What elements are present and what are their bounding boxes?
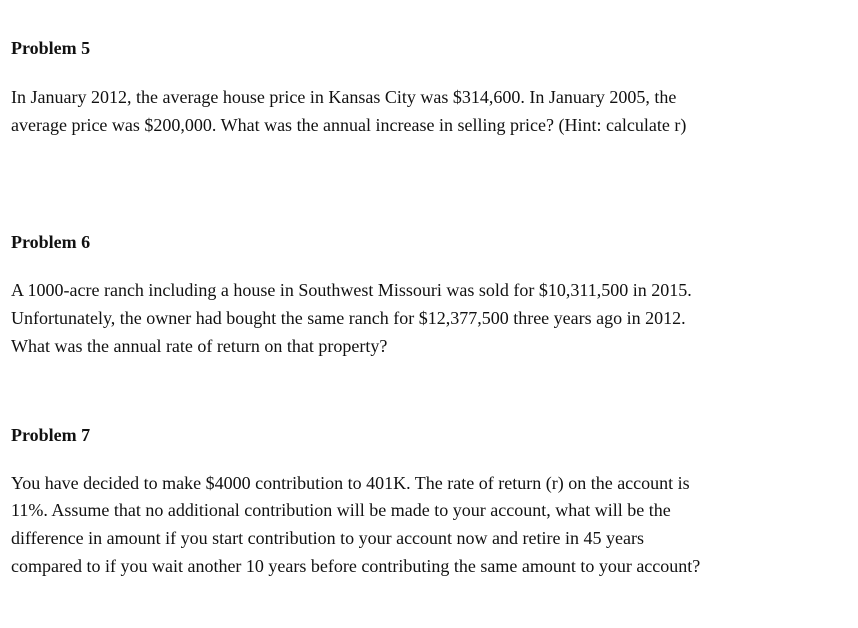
problem-7-text-line-4: compared to if you wait another 10 years before contributing the same amount to your account? bbox=[11, 556, 701, 576]
problem-5-heading: Problem 5 bbox=[11, 38, 91, 58]
problem-7-text-line-2: 11%. Assume that no additional contribution will be made to your account, what will be the bbox=[11, 500, 671, 520]
problem-6-text-line-3: What was the annual rate of return on that property? bbox=[11, 336, 388, 356]
problem-6-heading: Problem 6 bbox=[11, 232, 91, 252]
problem-6-text-line-1: A 1000-acre ranch including a house in Southwest Missouri was sold for $10,311,500 in 2015. bbox=[11, 280, 692, 300]
problem-5-text-line-2: average price was $200,000. What was the annual increase in selling price? (Hint: calculate r) bbox=[11, 115, 687, 135]
problem-7-text-line-3: difference in amount if you start contribution to your account now and retire in 45 years bbox=[11, 528, 644, 548]
problem-6-text-line-2: Unfortunately, the owner had bought the same ranch for $12,377,500 three years ago in 2012. bbox=[11, 308, 686, 328]
problem-5-text-line-1: In January 2012, the average house price in Kansas City was $314,600. In January 2005, the bbox=[11, 87, 677, 107]
problem-7-text-line-1: You have decided to make $4000 contribution to 401K. The rate of return (r) on the account is bbox=[11, 473, 690, 493]
problem-7-heading: Problem 7 bbox=[11, 425, 91, 445]
